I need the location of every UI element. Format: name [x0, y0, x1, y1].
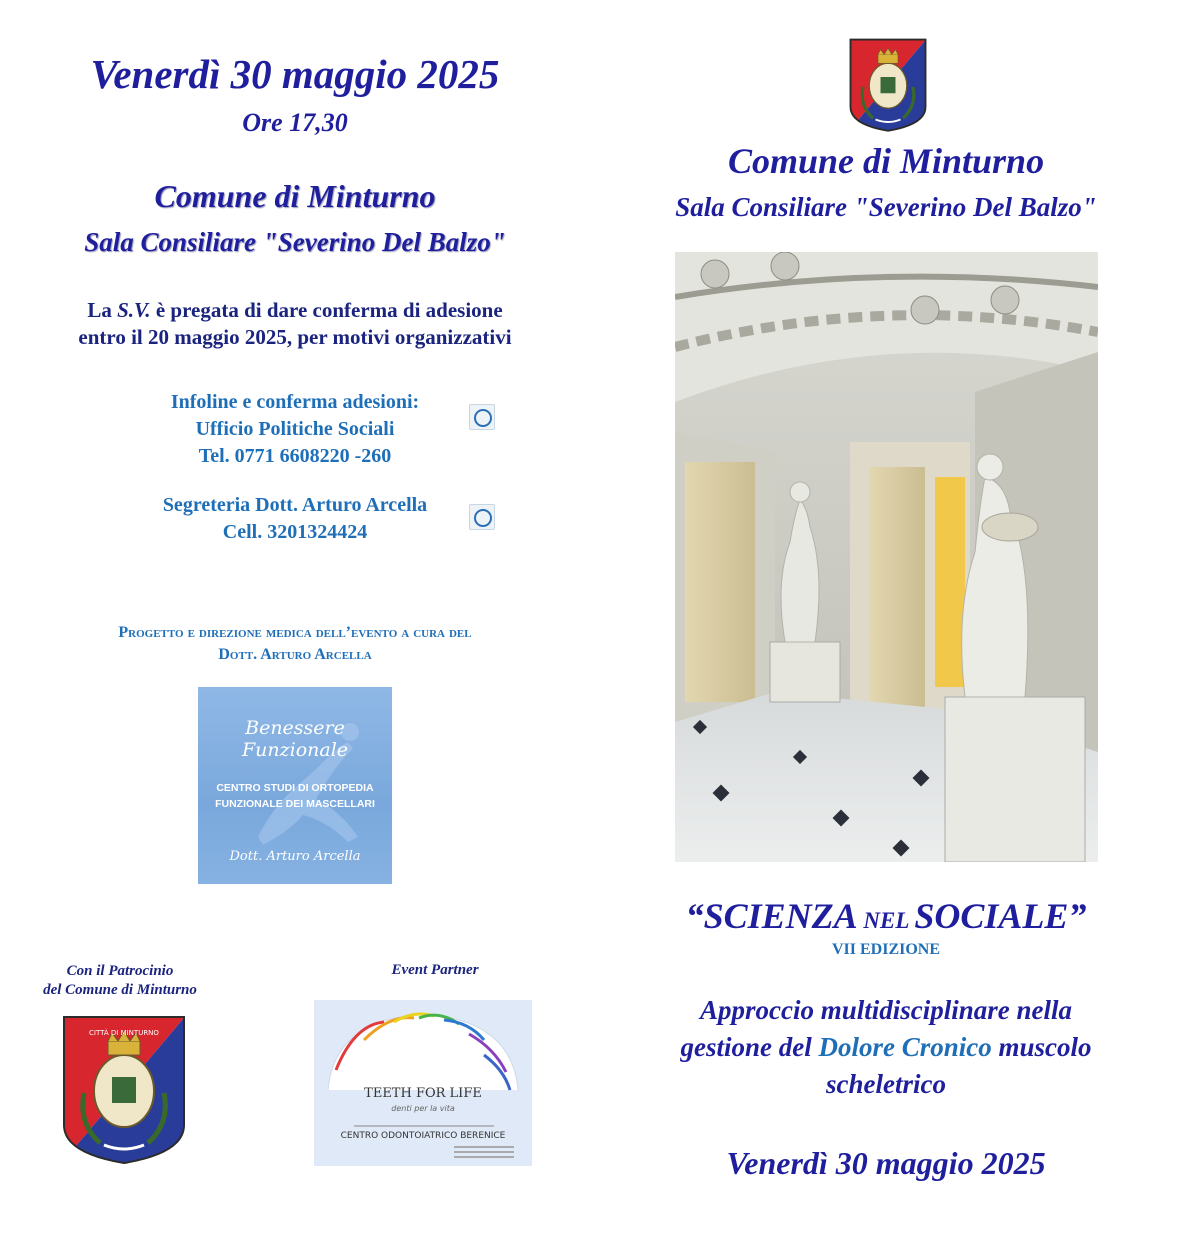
right-venue-sala: Sala Consiliare "Severino Del Balzo" — [675, 192, 1097, 222]
benessere-subtitle: CENTRO STUDI DI ORTOPEDIA FUNZIONALE DEI MASCELLARI — [215, 782, 375, 810]
tfl-center-name: CENTRO ODONTOIATRICO BERENICE — [340, 1131, 506, 1141]
secretary-cell: Cell. 3201324424 — [222, 521, 368, 543]
infoline-office: Ufficio Politiche Sociali — [195, 418, 395, 440]
benessere-script-title: Benessere Funzionale — [241, 717, 349, 761]
teeth-for-life-logo — [314, 1000, 532, 1166]
hall-statues-photo — [675, 252, 1098, 862]
phone-icon — [469, 404, 495, 430]
benessere-funzionale-logo — [198, 687, 392, 884]
infoline-title: Infoline e conferma adesioni: — [170, 391, 420, 413]
svg-text:CITTÀ DI MINTURNO: CITTÀ DI MINTURNO — [89, 1029, 159, 1037]
sv-abbrev: S.V. — [117, 298, 151, 322]
right-event-date: Venerdì 30 maggio 2025 — [726, 1145, 1046, 1181]
tfl-tagline: denti per la vita — [391, 1104, 455, 1113]
venue-comune: Comune di Minturno — [154, 178, 436, 214]
rsvp-line-2: entro il 20 maggio 2025, per motivi organizzativi — [78, 325, 512, 349]
event-date: Venerdì 30 maggio 2025 — [90, 51, 500, 97]
benessere-signature: Dott. Arturo Arcella — [229, 849, 361, 864]
rainbow-teeth-icon — [314, 1000, 532, 1166]
phone-icon — [469, 504, 495, 530]
secretary-title: Segreteria Dott. Arturo Arcella — [162, 494, 428, 516]
infoline-tel: Tel. 0771 6608220 -260 — [198, 445, 392, 467]
project-credit: Progetto e direzione medica dell’evento a cura del Dott. Arturo Arcella — [118, 624, 472, 663]
rsvp-line-1: La S.V. è pregata di dare conferma di adesione — [87, 298, 503, 322]
minturno-crest-icon — [60, 1013, 188, 1165]
event-title: “SCIENZA NEL SOCIALE” — [685, 896, 1087, 936]
infoline-block — [100, 389, 490, 470]
event-time: Ore 17,30 — [242, 108, 348, 137]
right-venue-comune: Comune di Minturno — [727, 141, 1045, 181]
minturno-crest-icon — [848, 37, 928, 132]
patrocinio-label: Con il Patrocinio del Comune di Minturno — [43, 963, 197, 998]
dolore-cronico-highlight: Dolore Cronico — [818, 1032, 992, 1062]
rsvp-notice — [0, 297, 590, 351]
tfl-address-lines — [454, 1146, 514, 1158]
event-subtitle: Approccio multidisciplinare nella gestione del Dolore Cronico muscolo scheletrico — [680, 995, 1092, 1099]
venue-sala: Sala Consiliare "Severino Del Balzo" — [84, 227, 506, 257]
event-partner-label: Event Partner — [391, 962, 479, 978]
tfl-brand: TEETH FOR LIFE — [364, 1086, 482, 1101]
secretary-block — [100, 492, 490, 546]
event-edition: VII EDIZIONE — [831, 941, 941, 958]
